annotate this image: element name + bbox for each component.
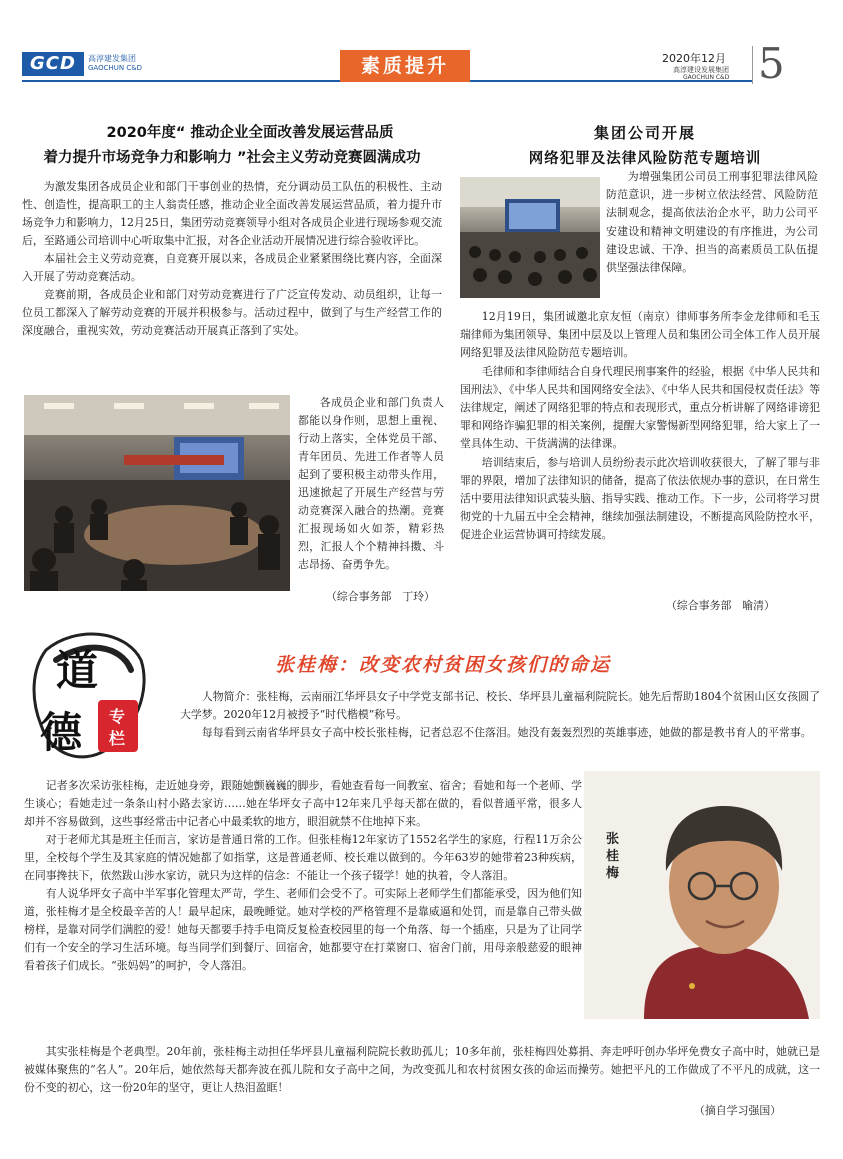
article3-paragraph: 对于老师尤其是班主任而言，家访是普通日常的工作。但张桂梅12年家访了1552名学生的家庭，行程11万余公里，全校每个学生及其家庭的情况她都了如指掌，这是普通老师、校长难以做到的。今年63岁的她带着23种疾病，在同事搀扶下，依然跋山涉水家访，就只为这样的信念：不能让一个孩子辍学！她的执着，令人落泪。: [24, 833, 582, 882]
section-tab: 素质提升: [340, 50, 470, 82]
article3-paragraph: 有人说华坪女子高中半军事化管理太严苛，学生、老师们会受不了。可实际上老师学生们都能承受，因为他们知道，张桂梅才是全校最辛苦的人！最早起床，最晚睡觉。她对学校的严格管理不是靠威逼和处罚，而是靠自己带头做榜样，是靠对同学们满腔的爱！她每天都要手持手电筒反复检查校园里的每一个角落、每一个插座，只是为了让同学们有一个安全的学习生活环境。每当同学们到餐厅、回宿舍，她都要守在打菜窗口、宿舍门前，用母亲般慈爱的眼神看着孩子们成长。“张妈妈”的呵护，令人落泪。: [24, 887, 582, 972]
article1-title-line1: 2020年度“ 推动企业全面改善发展运营品质: [106, 125, 394, 141]
article1-side-body: [298, 394, 444, 574]
article3-paragraph: 记者多次采访张桂梅，走近她身旁，跟随她颤巍巍的脚步，看她查看每一间教室、宿舍；看她和每一个老师、学生谈心；看她走过一条条山村小路去家访……她在华坪女子高中12年来几乎每天都在做的，看似普通平常，很多人却并不容易做到，这些事经常击中记者心中最柔软的地方，眼泪就禁不住地掉下来。: [24, 779, 582, 828]
article2-title-line2: 网络犯罪及法律风险防范专题培训: [528, 151, 762, 167]
meeting-room-illustration: [24, 395, 290, 591]
article3-intro-paragraph: 每每看到云南省华坪县女子高中校长张桂梅，记者总忍不住落泪。她没有轰轰烈烈的英雄事迹，她做的都是教书育人的平常事。: [201, 726, 812, 739]
article2-body: [460, 308, 820, 545]
page-number: 5: [758, 39, 785, 88]
portrait-illustration: [584, 771, 820, 1019]
moral-logo-char2: 德: [40, 708, 83, 757]
issue-org-en: GAOCHUN C&D: [683, 74, 730, 81]
page-number-rule: [752, 46, 753, 84]
article2-paragraph: 培训结束后，参与培训人员纷纷表示此次培训收获很大，了解了罪与非罪的界限，增加了法律知识的储备，提高了依法依规办事的意识，在日常生活中要用法律知识武装头脑、指导实践、推动工作。下一步，公司将学习贯彻党的十九届五中全会精神，继续加强法制建设，不断提高风险防控水平，促进企业运营协调可持续发展。: [460, 455, 820, 542]
moral-badge-char2: 栏: [109, 729, 126, 748]
training-session-photo: [460, 177, 600, 298]
issue-date: 2020年12月: [662, 52, 726, 65]
article2-title-line1: 集团公司开展: [593, 124, 696, 142]
article2-paragraph: 毛律师和李律师结合自身代理民刑事案件的经验，根据《中华人民共和国刑法》、《中华人民共和国网络安全法》、《中华人民共和国侵权责任法》等法律规定，阐述了网络犯罪的特点和表现形式，重点分析讲解了网络诽谤犯罪和网络诈骗犯罪的相关案例，提醒大家警惕新型网络犯罪，给大家上了一堂具体生动、干货满满的法律课。: [460, 364, 820, 451]
article1-paragraph: 为激发集团各成员企业和部门干事创业的热情，充分调动员工队伍的积极性、主动性、创造性，提高职工的主人翁责任感，推动企业全面改善发展运营品质，着力提升市场竞争力和影响力，12月25日，集团劳动竞赛领导小组对各成员企业进行现场参观交流后，至路通公司培训中心听取集中汇报，对各企业活动开展情况进行综合验收评比。: [22, 180, 442, 247]
article3-intro-paragraph: 人物简介：张桂梅，云南丽江华坪县女子中学党支部书记、校长、华坪县儿童福利院院长。她先后帮助1804个贫困山区女孩圆了大学梦。2020年12月被授予“时代楷模”称号。: [180, 690, 820, 721]
article1-title-line2: 着力提升市场竞争力和影响力 ”社会主义劳动竞赛圆满成功: [43, 150, 421, 166]
article2-lead-paragraph: 为增强集团公司员工刑事犯罪法律风险防范意识，进一步树立依法经营、风险防范法制观念，提高依法治企水平，助力公司平安建设和精神文明建设的有序推进，为公司建设忠诚、干净、担当的高素质员工队伍提供坚强法律保障。: [606, 170, 818, 275]
training-room-illustration: [460, 177, 600, 298]
article3-closing-paragraph: 其实张桂梅是个老典型。20年前，张桂梅主动担任华坪县儿童福利院院长救助孤儿；10多年前，张桂梅四处募捐、奔走呼吁创办华坪免费女子高中时，她就已是被媒体聚焦的“名人”。20年后，她依然每天都奔波在孤儿院和女子高中之间，为改变孤儿和农村贫困女孩的命运而操劳。她把平凡的工作做成了不平凡的成就，这一份不变的初心，这一份20年的坚守，更让人热泪盈眶！: [24, 1045, 820, 1094]
article2-lead: [606, 168, 818, 277]
article1-paragraph: 竞赛前期，各成员企业和部门对劳动竞赛进行了广泛宣传发动、动员组织，让每一位员工都深入了解劳动竞赛的开展并积极参与。活动过程中，做到了与生产经营工作的深度融合，重视实效，劳动竞赛活动开展真正落到了实处。: [22, 288, 442, 337]
article3-body: [24, 777, 582, 975]
article1-body: [22, 178, 442, 340]
competition-meeting-photo: [24, 395, 290, 591]
article3-title: 张桂梅：改变农村贫困女孩们的命运: [275, 654, 612, 676]
article1-side-paragraph: 各成员企业和部门负责人都能以身作则，思想上重视、行动上落实，全体党员干部、青年团员、先进工作者等人员起到了要积极主动带头作用，迅速掀起了开展生产经营与劳动竞赛深入融合的热潮。竞赛汇报现场如火如荼，精彩热烈，汇报人个个精神抖擞、斗志昂扬、奋勇争先。: [298, 396, 444, 571]
moral-logo-char1: 道: [56, 646, 99, 695]
logo-mark: GCD: [22, 52, 84, 76]
article3-closing: [24, 1043, 820, 1097]
article1-paragraph: 本届社会主义劳动竞赛，自竞赛开展以来，各成员企业紧紧围绕比赛内容，全面深入开展了劳动竞赛活动。: [22, 252, 442, 283]
zhang-guimei-portrait: [584, 771, 820, 1019]
portrait-caption: 张桂梅: [606, 832, 620, 881]
logo-en-text: GAOCHUN C&D: [88, 64, 143, 72]
moral-column-logo: [26, 620, 156, 770]
article3-intro: [180, 688, 820, 742]
article1-signature: （综合事务部 丁玲）: [326, 590, 435, 603]
article3-source: （摘自学习强国）: [694, 1104, 782, 1117]
article2-signature: （综合事务部 喻清）: [666, 599, 775, 612]
moral-badge-char1: 专: [109, 707, 126, 726]
article2-paragraph: 12月19日，集团诚邀北京友恒（南京）律师事务所李金龙律师和毛玉瑞律师为集团领导、集团中层及以上管理人员和集团公司全体工作人员开展网络犯罪及法律风险防范专题培训。: [460, 310, 820, 360]
issue-org: 高淳建设发展集团: [673, 66, 729, 74]
logo-cn-text: 高淳建发集团: [88, 54, 136, 63]
